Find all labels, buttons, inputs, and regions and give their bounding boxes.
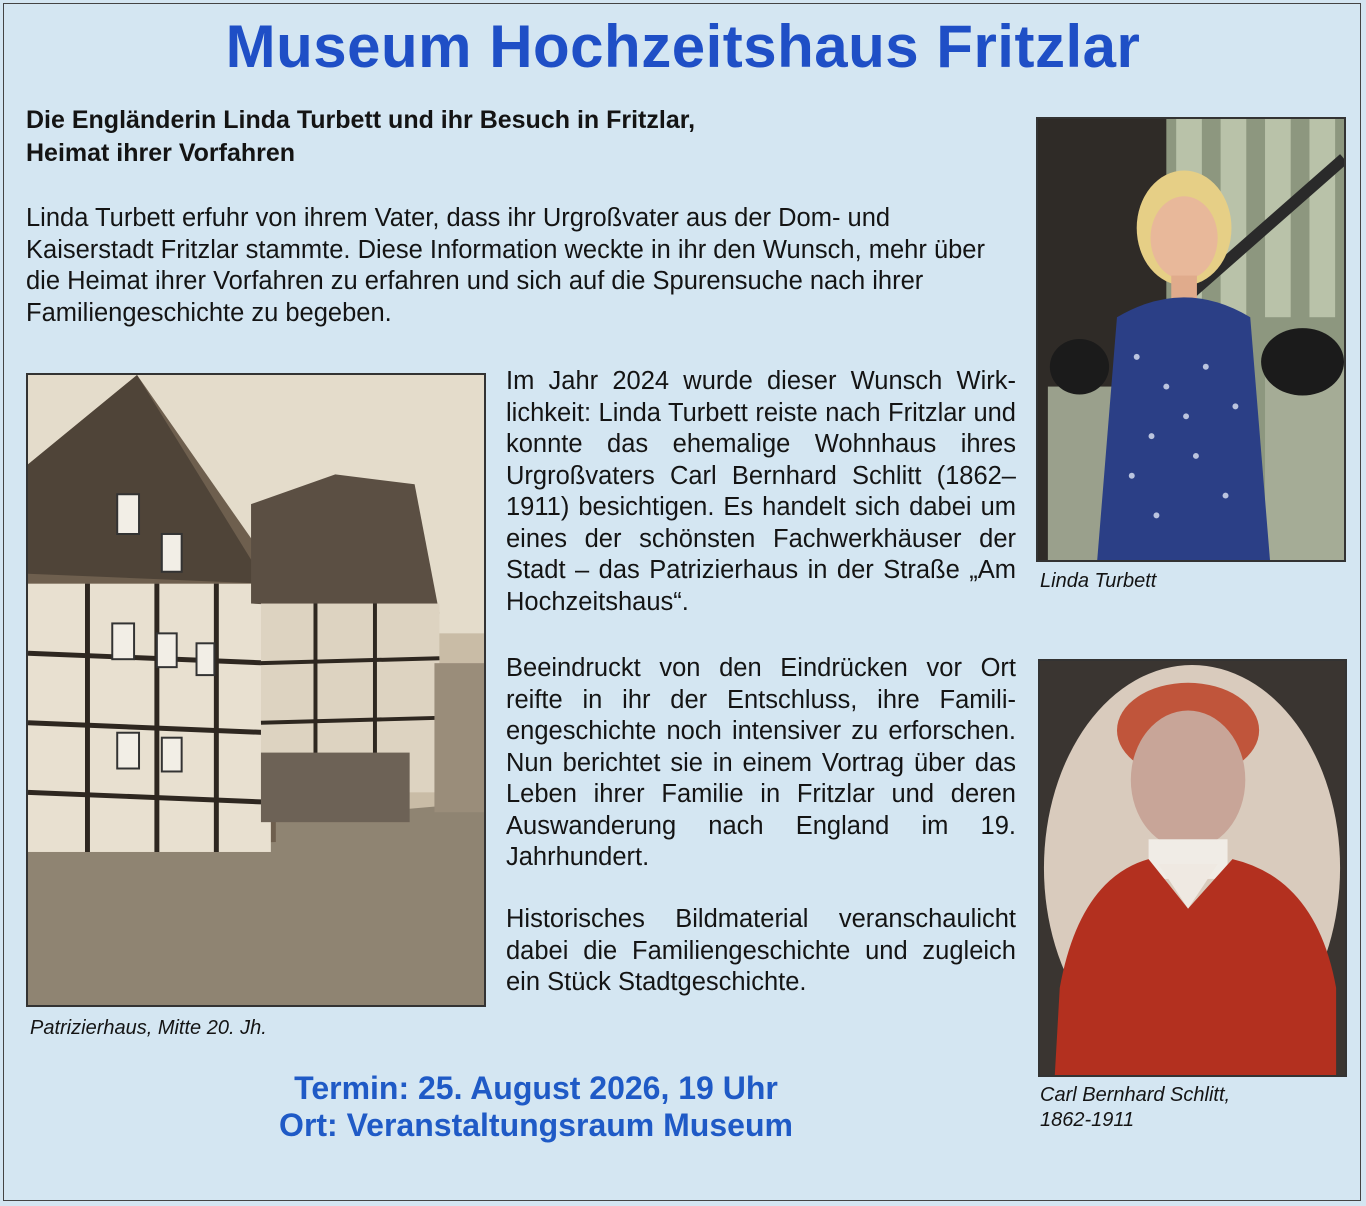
house-photo-caption: Patrizierhaus, Mitte 20. Jh. <box>30 1017 267 1039</box>
body-paragraph-2: Beeindruckt von den Eindrücken vor Ort reifte in ihr der Entschluss, ihre Familiengeschichte noch intensiver zu erforschen. Nun berichtet sie in einem Vortrag über das Leben ihrer Familie in Fritzlar und deren Auswanderung nach England im 19. Jahrhundert. <box>506 654 1016 871</box>
body-paragraph-1: Im Jahr 2024 wurde dieser Wunsch Wirklichkeit: Linda Turbett reiste nach Fritzlar und konnte das ehemalige Wohnhaus ihres Urgroßvaters Carl Bernhard Schlitt (1862–1911) besichtigen. Es handelt sich dabei um eines der schönsten Fachwerkhäuser der Stadt – das Patrizierhaus in der Straße „Am Hochzeitshaus“. <box>506 367 1016 616</box>
carl-photo-caption <box>1040 1083 1300 1133</box>
intro-paragraph: Linda Turbett erfuhr von ihrem Vater, dass ihr Urgroßvater aus der Dom- und Kaiserstadt Fritzlar stammte. Diese Information weckte in ihr den Wunsch, mehr über die Heimat ihrer Vorfahren zu erfahren und sich auf die Spurensuche nach ihrer Familiengeschichte zu begeben. <box>26 204 985 327</box>
subtitle-line-1: Die Engländerin Linda Turbett und ihr Besuch in Fritzlar, <box>26 106 696 134</box>
linda-turbett-photo <box>1036 117 1346 562</box>
carl-caption-years: 1862-1911 <box>1040 1109 1135 1131</box>
page-title: Museum Hochzeitshaus Fritzlar <box>225 13 1141 80</box>
patrizierhaus-photo <box>26 373 486 1007</box>
body-paragraph-3: Historisches Bildmaterial veranschaulicht dabei die Familiengeschichte und zugleich ein Stück Stadtgeschichte. <box>506 905 1016 996</box>
subtitle-line-2: Heimat ihrer Vorfahren <box>26 139 296 167</box>
carl-caption-name: Carl Bernhard Schlitt, <box>1040 1084 1231 1106</box>
linda-photo-caption: Linda Turbett <box>1040 570 1157 592</box>
carl-bernhard-schlitt-photo <box>1038 659 1347 1077</box>
event-date: Termin: 25. August 2026, 19 Uhr <box>294 1070 778 1106</box>
article-subtitle <box>26 104 1016 170</box>
event-location: Ort: Veranstaltungsraum Museum <box>279 1107 793 1143</box>
